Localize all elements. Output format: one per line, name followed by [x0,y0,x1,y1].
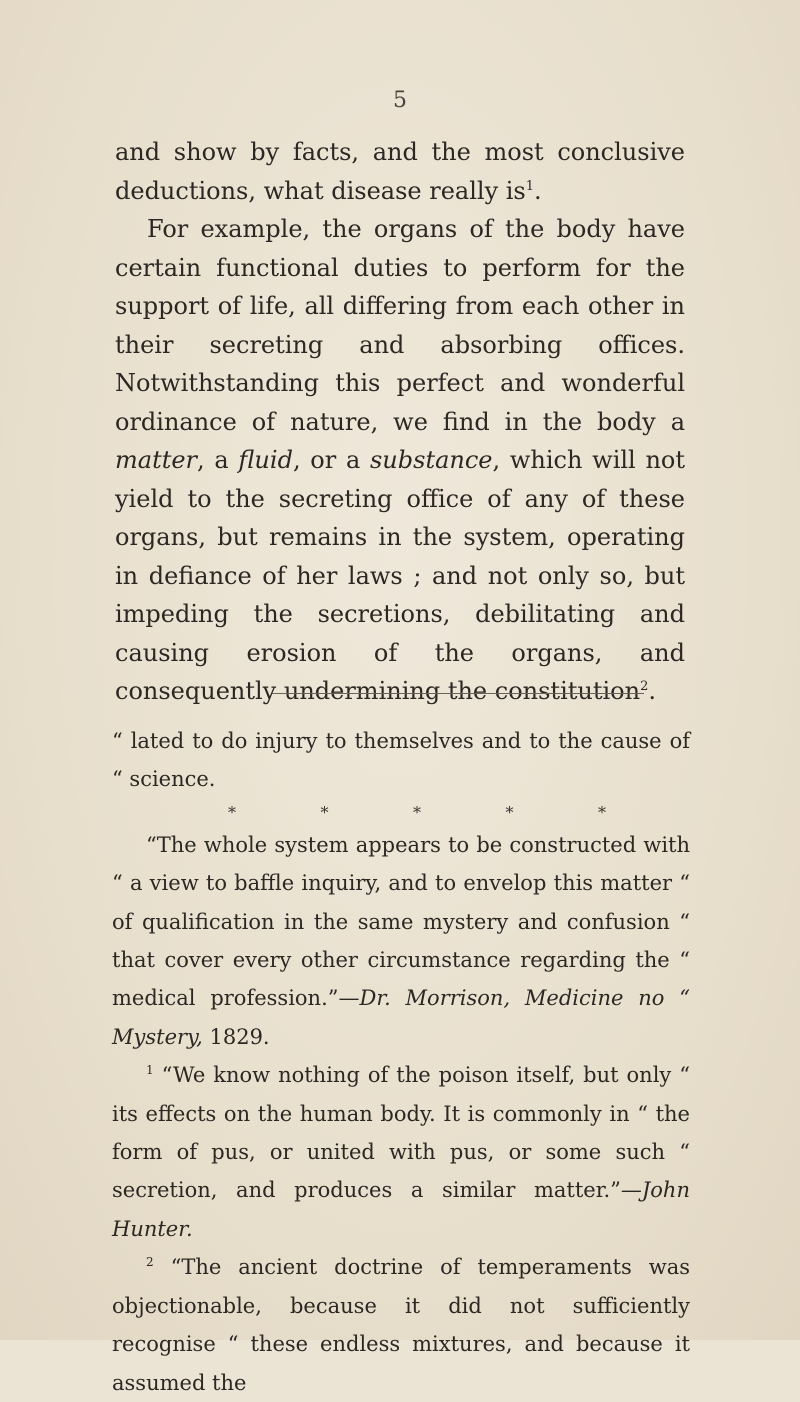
body-paragraph-1-end: . [534,176,542,205]
asterisk: * [598,802,606,822]
body-paragraph-2 [115,210,685,711]
emphasis-matter: matter [115,446,198,474]
asterisk-separator [112,799,690,826]
page-number: 5 [393,88,407,113]
footnote-1-attribution: John Hunter. [112,1178,690,1241]
asterisk: * [320,802,329,822]
emphasis-fluid: fluid [238,446,293,474]
asterisk: * [413,802,421,822]
footnote-quote-morrison [112,826,690,1056]
body-paragraph-1-text: and show by facts, and the most conclusive deductions, what disease really is [115,138,685,205]
footnote-2-text: “The ancient doctrine of temperaments was objectionable, because it did not sufficiently recognise “ these endless mixtures, and because it assumed the [112,1255,690,1395]
footnote-1-mark: 1 [146,1063,154,1078]
footnote-ref-1: 1 [525,178,535,194]
body-paragraph-2-text-c: , or a [292,446,370,474]
body-paragraph-2-text-d: , which will not yield to the secreting office of any of these organs, but remains in the system, operating in defiance of her laws ; and not only so, but impeding the secretions, debilitating and causing erosion of the organs, and consequently undermining the constitution [115,446,685,705]
footnote-divider [272,693,644,694]
quote-morrison-text: “The whole system appears to be constructed with “ a view to baffle inquiry, and to envelop this matter “ of qualification in the same mystery and confusion “ that cover every other circumstance regarding the “ medical profession.”— [112,832,690,1011]
asterisk: * [228,802,236,822]
footnote-continuation: “ lated to do injury to themselves and to the cause of “ science. [112,729,690,792]
footnote-2 [112,1248,690,1402]
quote-morrison-year: 1829. [202,1024,270,1049]
quote-morrison-attribution: Dr. Morrison, Medicine no “ Mystery, [112,986,690,1049]
footnote-2-mark: 2 [146,1255,154,1270]
asterisk: * [505,802,514,822]
body-paragraph-1 [115,133,685,210]
footnote-ref-2: 2 [640,679,649,694]
body-paragraph-2-text-a: For example, the organs of the body have certain functional duties to perform for the support of life, all differing from each other in their secreting and absorbing offices. Notwithstanding this perfect and wonderful ordinance of nature, we find in the body a [115,215,685,436]
body-paragraph-2-text-b: , a [197,446,239,474]
emphasis-substance: substance [369,446,493,474]
footnote-1 [112,1056,690,1248]
footnote-1-text: “We know nothing of the poison itself, but only “ its effects on the human body. It is commonly in “ the form of pus, or united with pus, or some such “ secretion, and produces a similar matter.”— [112,1063,690,1203]
main-text [115,133,685,711]
footnotes [112,722,690,1402]
body-paragraph-2-end: . [648,677,656,705]
